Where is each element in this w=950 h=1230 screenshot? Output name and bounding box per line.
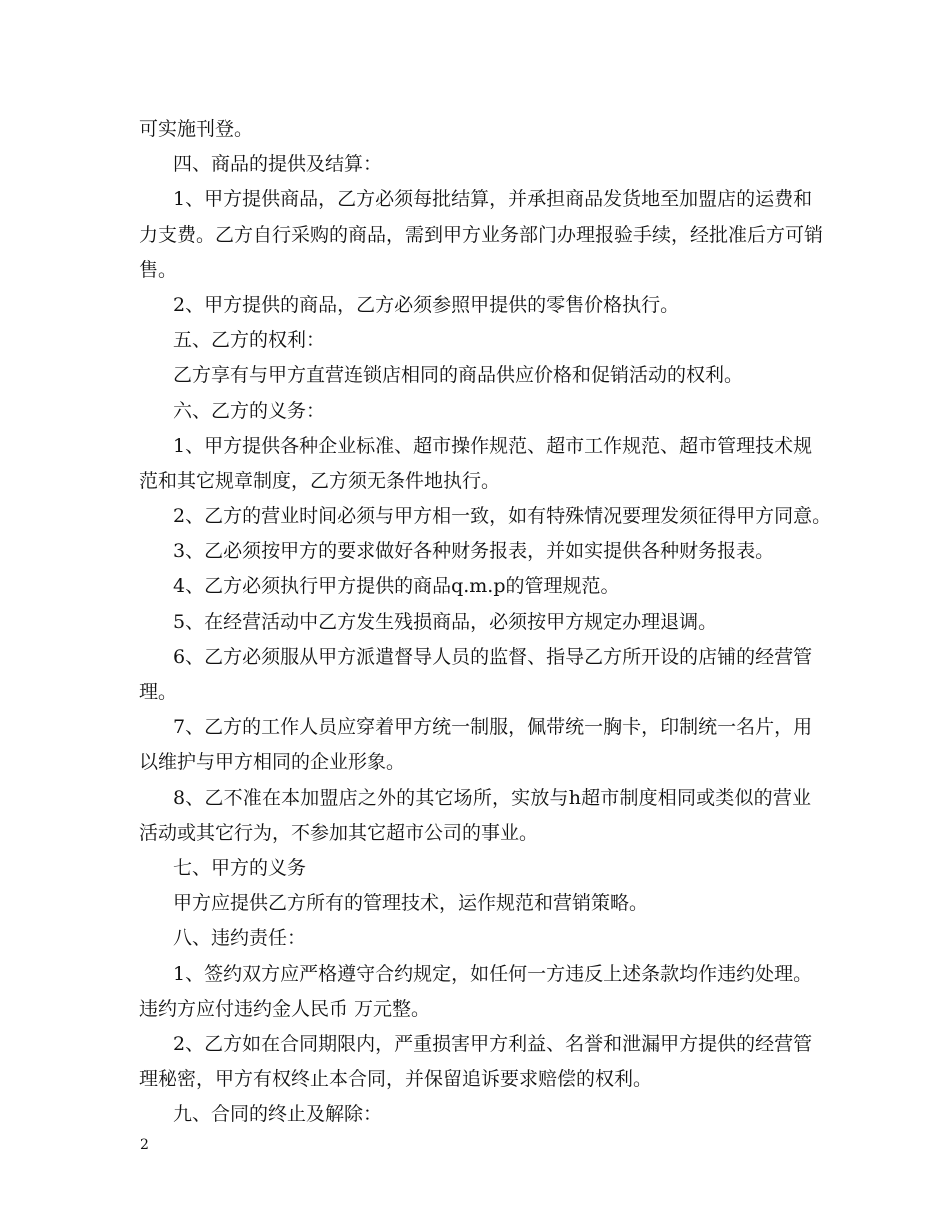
- text-line: 力支费。乙方自行采购的商品，需到甲方业务部门办理报验手续，经批准后方可销: [139, 223, 824, 246]
- text-line: 3、乙必须按甲方的要求做好各种财务报表，并如实提供各种财务报表。: [173, 540, 775, 563]
- text-line: 7、乙方的工作人员应穿着甲方统一制服，佩带统一胸卡，印制统一名片，用: [173, 716, 813, 739]
- text-line: 1、甲方提供各种企业标准、超市操作规范、超市工作规范、超市管理技术规: [173, 434, 813, 457]
- text-line: 甲方应提供乙方所有的管理技术，运作规范和营销策略。: [173, 892, 649, 915]
- text-line: 理。: [139, 681, 178, 703]
- page-number: 2: [140, 1137, 149, 1153]
- text-line: 范和其它规章制度，乙方须无条件地执行。: [139, 469, 501, 492]
- text-line: 8、乙不准在本加盟店之外的其它场所，实放与h超市制度相同或类似的营业: [173, 786, 811, 809]
- text-line: 2、乙方如在合同期限内，严重损害甲方利益、名誉和泄漏甲方提供的经营管: [173, 1032, 813, 1055]
- text-line: 2、乙方的营业时间必须与甲方相一致，如有特殊情况要理发须征得甲方同意。: [173, 505, 832, 528]
- text-line: 5、在经营活动中乙方发生残损商品，必须按甲方规定办理退调。: [173, 610, 718, 633]
- text-line: 可实施刊登。: [139, 118, 254, 140]
- section-heading-4: 四、商品的提供及结算：: [173, 153, 383, 176]
- text-line: 理秘密，甲方有权终止本合同，并保留追诉要求赔偿的权利。: [139, 1068, 653, 1091]
- text-line: 1、签约双方应严格遵守合约规定，如任何一方违反上述条款均作违约处理。: [173, 962, 813, 985]
- text-line: 6、乙方必须服从甲方派遣督导人员的监督、指导乙方所开设的店铺的经营管: [173, 645, 813, 668]
- text-line: 以维护与甲方相同的企业形象。: [139, 751, 406, 774]
- section-heading-8: 八、违约责任：: [173, 927, 307, 950]
- text-line: 活动或其它行为，不参加其它超市公司的事业。: [139, 821, 539, 844]
- text-line: 乙方享有与甲方直营连锁店相同的商品供应价格和促销活动的权利。: [173, 364, 744, 387]
- section-heading-5: 五、乙方的权利：: [173, 329, 326, 352]
- section-heading-9: 九、合同的终止及解除：: [173, 1103, 383, 1126]
- text-line: 售。: [139, 258, 178, 281]
- document-body: [139, 112, 832, 1132]
- section-heading-7: 七、甲方的义务: [173, 856, 307, 879]
- text-line: 违约方应付违约金人民币 万元整。: [139, 997, 431, 1020]
- text-line: 4、乙方必须执行甲方提供的商品q.m.p的管理规范。: [173, 575, 620, 598]
- section-heading-6: 六、乙方的义务：: [173, 399, 326, 422]
- text-line: 2、甲方提供的商品，乙方必须参照甲提供的零售价格执行。: [173, 293, 680, 316]
- text-line: 1、甲方提供商品，乙方必须每批结算，并承担商品发货地至加盟店的运费和: [173, 188, 813, 211]
